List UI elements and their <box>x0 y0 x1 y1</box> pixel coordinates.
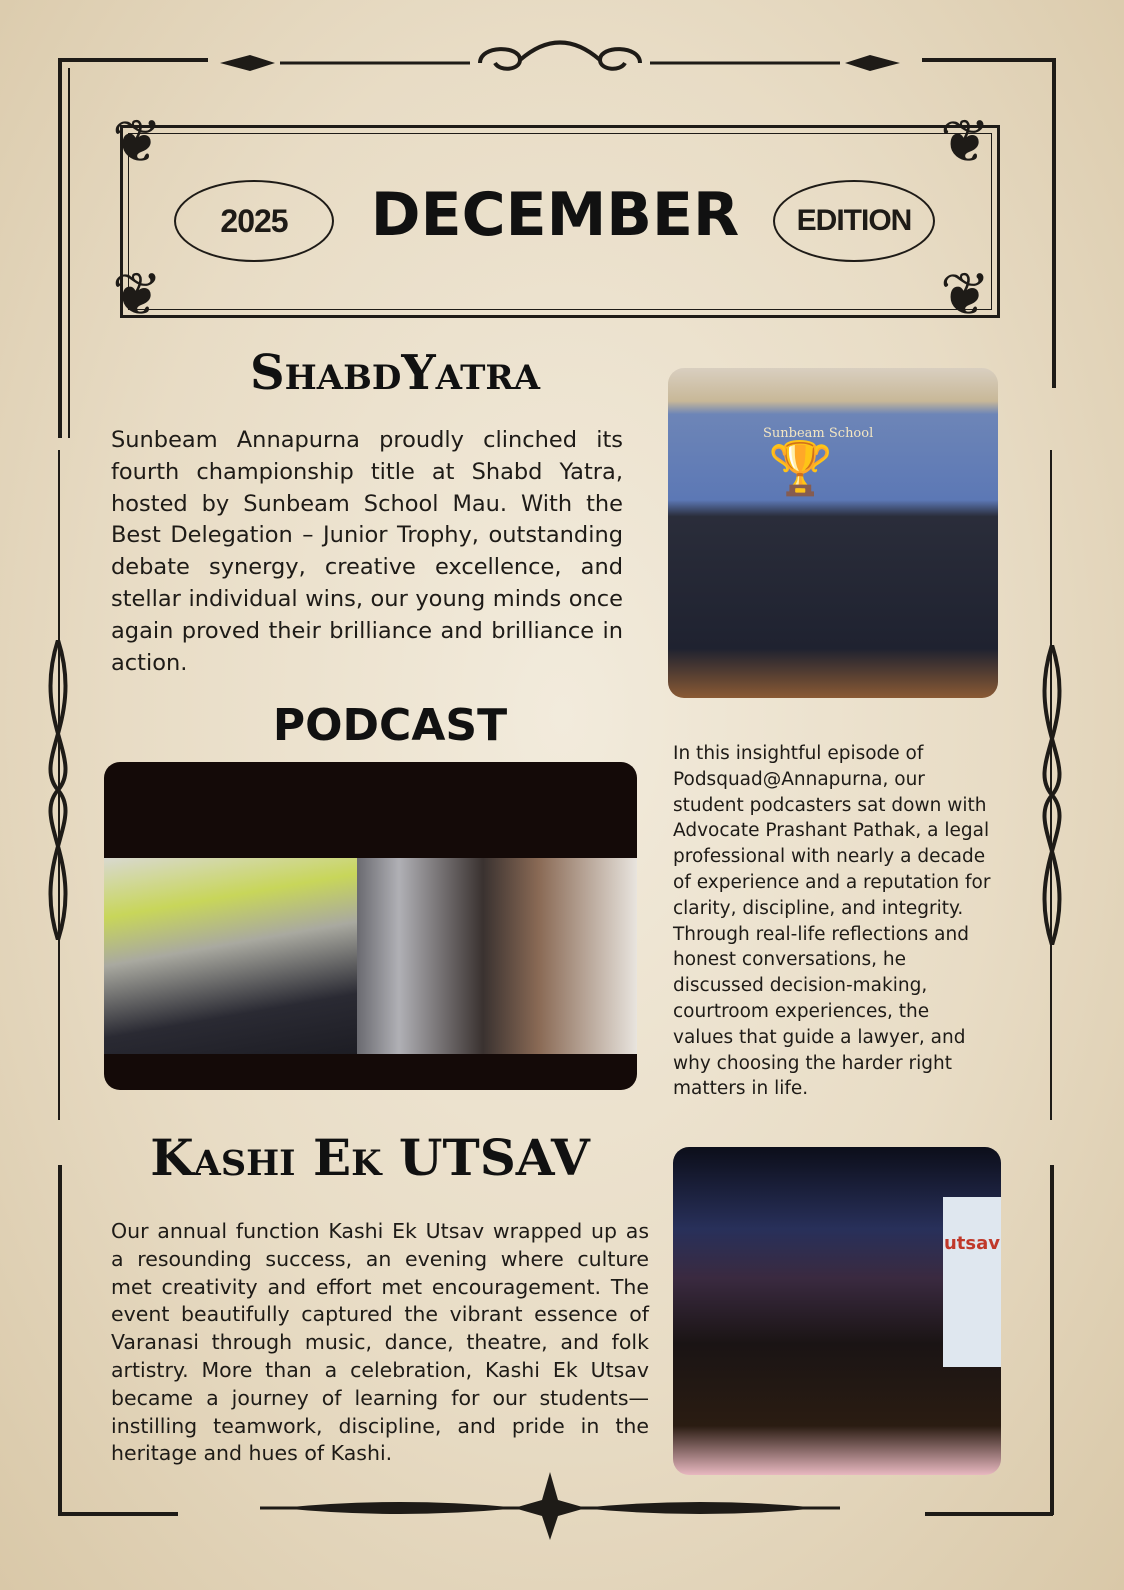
stage-banner <box>943 1197 1001 1367</box>
kashi-title: Kashi Ek UTSAV <box>150 1128 590 1187</box>
edition-badge: EDITION <box>773 180 935 262</box>
shabdyatra-trophy-photo <box>668 368 998 698</box>
year-badge: 2025 <box>174 180 334 262</box>
corner-ornament-bl-icon: ❦ <box>112 260 163 330</box>
shabdyatra-title: ShabdYatra <box>249 345 541 401</box>
left-side-ornament <box>32 640 84 940</box>
bottom-flourish-ornament <box>200 1470 900 1540</box>
top-flourish-ornament <box>220 30 900 80</box>
shabdyatra-body: Sunbeam Annapurna proudly clinched its fourth championship title at Shabd Yatra, hosted by Sunbeam School Mau. With the Best Delegation – Junior Trophy, outstanding debate synergy, creative excellence, and stellar individual wins, our young minds once again proved their brilliance and brilliance in action. <box>111 427 623 676</box>
frame-bottom-right <box>925 1512 1053 1516</box>
frame-right-bottom <box>1050 1165 1054 1515</box>
podcast-video-still <box>104 762 637 1090</box>
frame-left-top-inner <box>68 68 70 438</box>
photo-banner-text: Sunbeam School <box>763 426 874 441</box>
frame-left-bottom <box>58 1165 62 1515</box>
podcast-frame-guest <box>357 858 637 1054</box>
frame-top-right <box>922 58 1056 62</box>
podcast-frame-students <box>104 858 357 1054</box>
frame-top-left <box>58 58 208 62</box>
month-title: DECEMBER <box>370 180 740 250</box>
frame-right-top <box>1052 58 1056 388</box>
podcast-body: In this insightful episode of Podsquad@Annapurna, our student podcasters sat down with Advocate Prashant Pathak, a legal professional with nearly a decade of experience and a reputation for clarity, discipline, and integrity. Through real-life reflections and honest conversations, he discussed decision-making, courtroom experiences, the values that guide a lawyer, and why choosing the harder right matters in life. <box>673 743 991 1100</box>
podcast-title: PODCAST <box>272 700 508 751</box>
trophy-icon: 🏆 <box>768 439 833 499</box>
corner-ornament-tr-icon: ❦ <box>940 107 991 177</box>
right-side-ornament <box>1026 645 1078 945</box>
kashi-body: Our annual function Kashi Ek Utsav wrapped up as a resounding success, an evening where culture met creativity and effort met encouragement. The event beautifully captured the vibrant essence of Varanasi through music, dance, theatre, and folk artistry. More than a celebration, Kashi Ek Utsav became a journey of learning for our students—instilling teamwork, discipline, and pride in the heritage and hues of Kashi. <box>111 1219 649 1466</box>
corner-ornament-br-icon: ❦ <box>940 260 991 330</box>
kashi-dance-photo <box>673 1147 1001 1475</box>
frame-bottom-left <box>58 1512 178 1516</box>
frame-left-top <box>58 58 62 438</box>
stage-banner-text: utsav <box>943 1233 1000 1254</box>
corner-ornament-tl-icon: ❦ <box>112 107 163 177</box>
